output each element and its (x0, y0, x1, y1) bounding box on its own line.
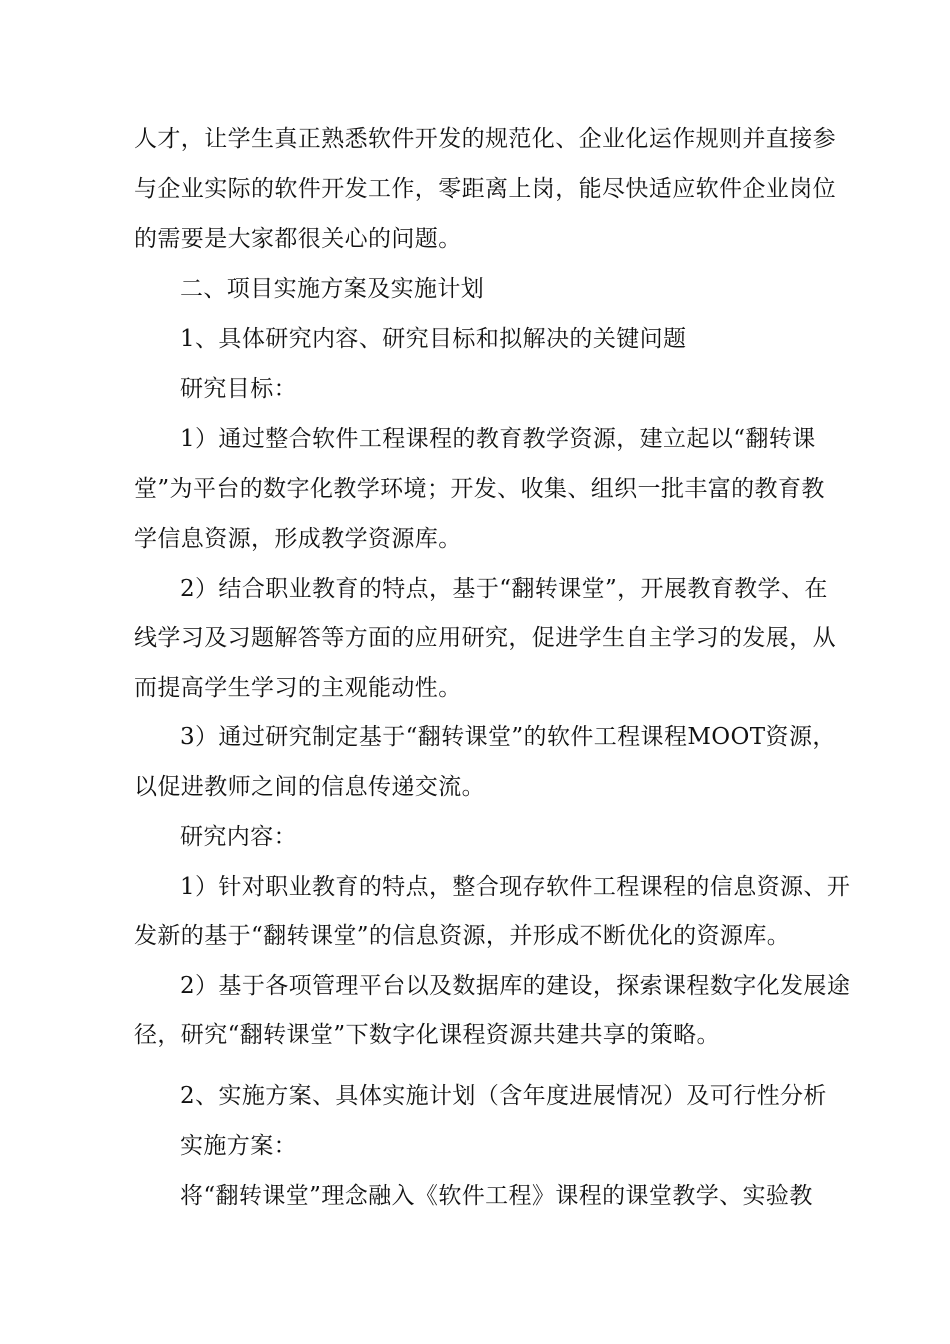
text-line: 径，研究“翻转课堂”下数字化课程资源共建共享的策略。 (134, 1022, 720, 1048)
text-line: 而提高学生学习的主观能动性。 (134, 675, 462, 701)
text-line: 以促进教师之间的信息传递交流。 (134, 774, 485, 800)
text-line: 将“翻转课堂”理念融入《软件工程》课程的课堂教学、实验教 (180, 1183, 813, 1209)
text-line: 实施方案： (180, 1133, 297, 1159)
text-line: 2）基于各项管理平台以及数据库的建设，探索课程数字化发展途 (180, 973, 851, 999)
text-line: 人才，让学生真正熟悉软件开发的规范化、企业化运作规则并直接参 (134, 126, 836, 152)
section-heading: 二、项目实施方案及实施计划 (180, 276, 485, 302)
text-line: 2）结合职业教育的特点，基于“翻转课堂”，开展教育教学、在 (180, 576, 828, 602)
subsection-heading: 1、具体研究内容、研究目标和拟解决的关键问题 (180, 326, 687, 352)
text-line: 研究目标： (180, 376, 297, 402)
subsection-heading: 2、实施方案、具体实施计划（含年度进展情况）及可行性分析 (180, 1083, 827, 1109)
text-line: 3）通过研究制定基于“翻转课堂”的软件工程课程MOOT资源， (180, 724, 836, 750)
text-line: 发新的基于“翻转课堂”的信息资源，并形成不断优化的资源库。 (134, 923, 791, 949)
text-line: 1）通过整合软件工程课程的教育教学资源，建立起以“翻转课 (180, 426, 816, 452)
text-line: 学信息资源，形成教学资源库。 (134, 526, 462, 552)
text-line: 的需要是大家都很关心的问题。 (134, 226, 462, 252)
text-line: 1）针对职业教育的特点，整合现存软件工程课程的信息资源、开 (180, 874, 851, 900)
text-line: 与企业实际的软件开发工作，零距离上岗，能尽快适应软件企业岗位 (134, 176, 836, 202)
text-line: 堂”为平台的数字化教学环境；开发、收集、组织一批丰富的教育教 (134, 476, 825, 502)
text-line: 线学习及习题解答等方面的应用研究，促进学生自主学习的发展，从 (134, 625, 836, 651)
text-line: 研究内容： (180, 824, 297, 850)
